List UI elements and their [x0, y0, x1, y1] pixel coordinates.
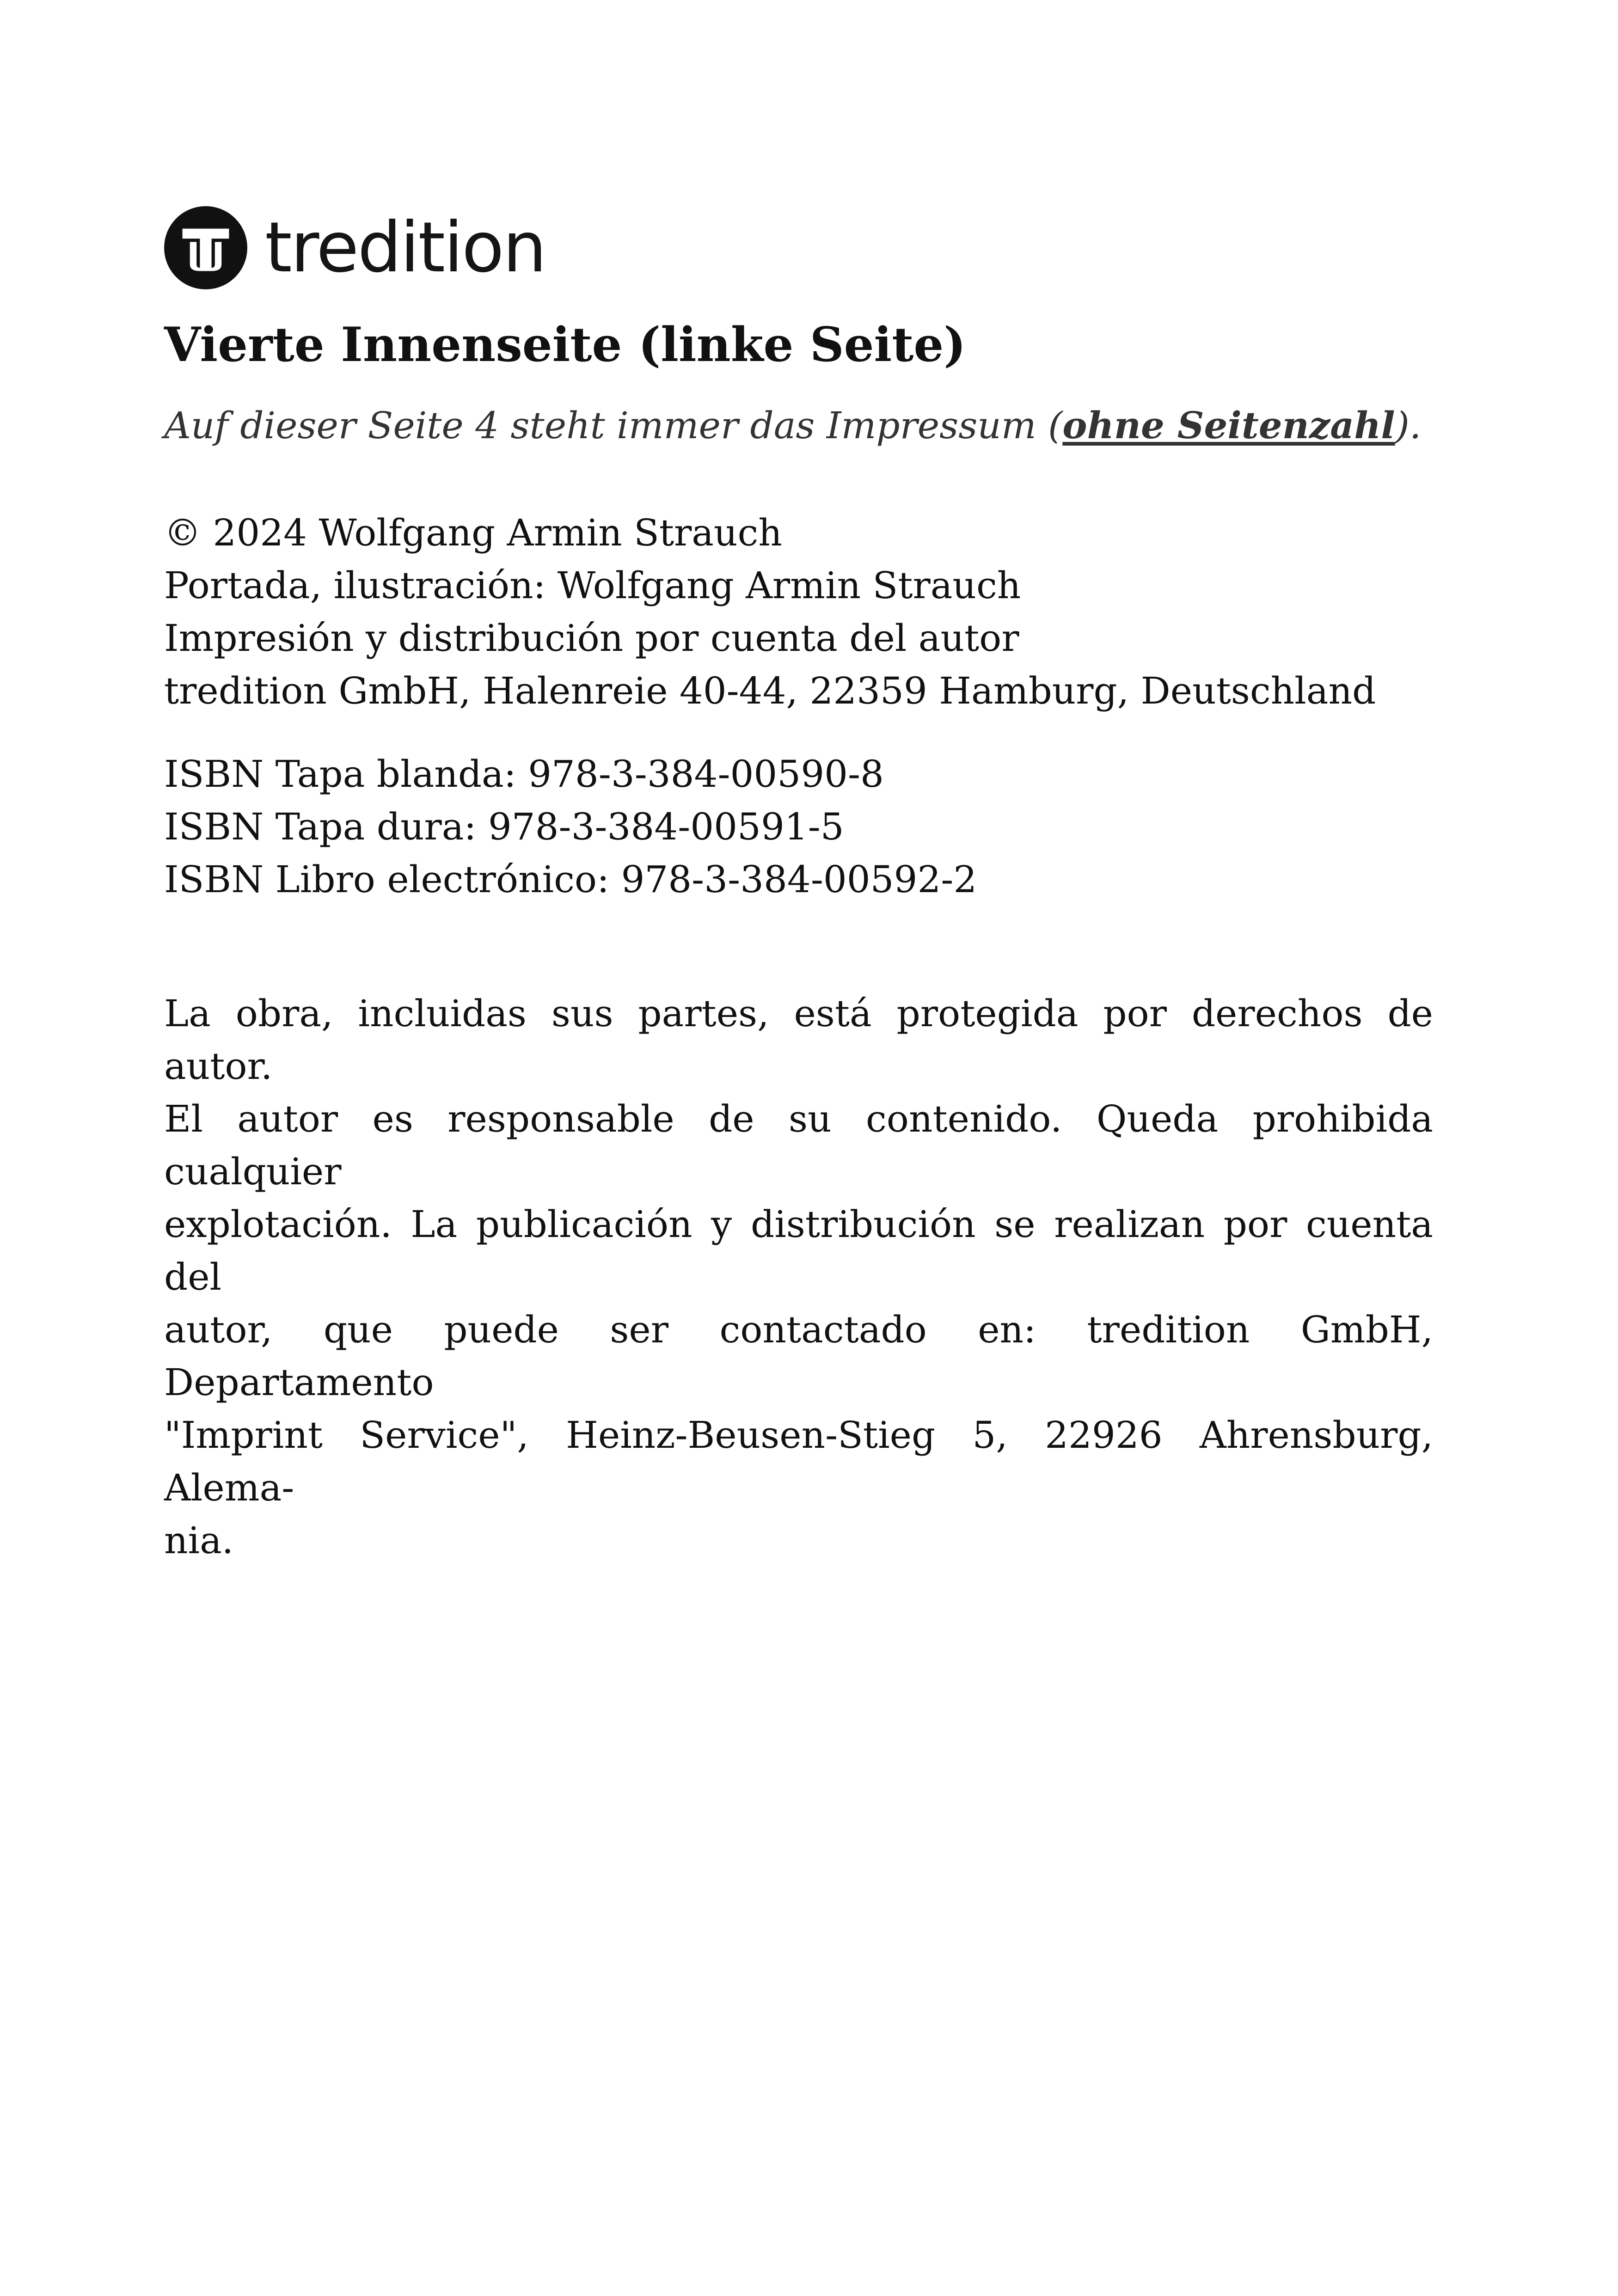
legal-line: autor, que puede ser contactado en: tredition GmbH, Departamento — [164, 1308, 1433, 1404]
copyright-block — [164, 507, 1376, 717]
logo-wordmark: tredition — [265, 208, 545, 288]
note-text-after: ). — [1395, 404, 1422, 447]
isbn-hardcover: ISBN Tapa dura: 978-3-384-00591-5 — [164, 805, 844, 848]
note-text-before: Auf dieser Seite 4 steht immer das Impressum ( — [164, 404, 1063, 447]
tredition-t-logo-icon — [164, 206, 247, 289]
printing-line: Impresión y distribución por cuenta del autor — [164, 617, 1019, 660]
note-emphasis: ohne Seitenzahl — [1062, 404, 1395, 447]
isbn-block — [164, 748, 977, 906]
legal-line: La obra, incluidas sus partes, está protegida por derechos de autor. — [164, 992, 1433, 1088]
page-heading: Vierte Innenseite (linke Seite) — [164, 317, 966, 373]
legal-line: nia. — [164, 1519, 234, 1562]
page-note — [164, 402, 1421, 449]
legal-line: El autor es responsable de su contenido. Queda prohibida cualquier — [164, 1097, 1433, 1193]
publisher-logo — [164, 206, 545, 289]
cover-credit-line: Portada, ilustración: Wolfgang Armin Strauch — [164, 564, 1021, 607]
legal-line: "Imprint Service", Heinz-Beusen-Stieg 5, 22926 Ahrensburg, Alema- — [164, 1414, 1433, 1509]
legal-notice — [164, 987, 1433, 1567]
isbn-paperback: ISBN Tapa blanda: 978-3-384-00590-8 — [164, 753, 884, 796]
publisher-address-line: tredition GmbH, Halenreie 40-44, 22359 Hamburg, Deutschland — [164, 669, 1376, 712]
copyright-line: © 2024 Wolfgang Armin Strauch — [164, 511, 782, 554]
isbn-ebook: ISBN Libro electrónico: 978-3-384-00592-2 — [164, 858, 977, 901]
legal-line: explotación. La publicación y distribución se realizan por cuenta del — [164, 1203, 1433, 1298]
